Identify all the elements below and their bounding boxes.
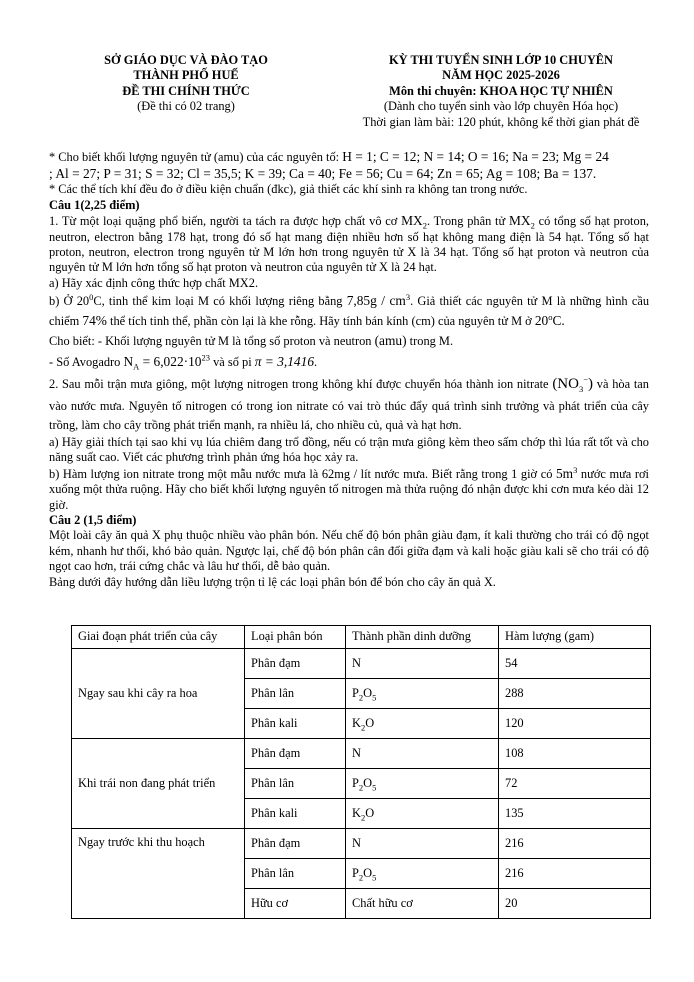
q1-part1 <box>49 213 649 276</box>
text: . Trong phân tử <box>426 213 509 228</box>
subscript: 2 <box>358 692 364 703</box>
header-type: Loại phân bón <box>245 626 346 649</box>
subscript: 2 <box>360 812 366 823</box>
formula: P <box>352 775 359 790</box>
header-amount: Hàm lượng (gam) <box>499 626 651 649</box>
composition-cell <box>346 679 499 709</box>
formula: MX <box>508 212 531 228</box>
composition-cell <box>346 739 499 769</box>
amount-cell: 135 <box>499 799 651 829</box>
text: thể tích tinh thể, phần còn lại là khe rỗng. Hãy tính bán kính (cm) của nguyên tử M ở <box>106 314 535 329</box>
type-cell: Phân lân <box>245 769 346 799</box>
text: và hòa tan vào nước mưa. Nguyên tố nitrogen có trong ion nitrate có vai trò thúc đẩy quá trình sinh trưởng và phát triển của cây trồng, làm cho cây trồng phát triển mạnh, ra nhiều lá, cho nhiều củ, quả và hạt hơn. <box>49 377 649 432</box>
volume: 5m <box>555 465 574 481</box>
fertilizer-table <box>71 625 651 919</box>
exam-title: KỲ THI TUYỂN SINH LỚP 10 CHUYÊN <box>389 53 613 67</box>
percent-value: 74% <box>82 313 107 329</box>
amount-cell: 108 <box>499 739 651 769</box>
pi-value: π = 3,1416 <box>254 354 315 370</box>
formula: P <box>352 685 359 700</box>
q1-given-2 <box>49 351 649 373</box>
text: trong M. <box>406 334 454 349</box>
amount-cell: 20 <box>499 889 651 919</box>
text: - Số Avogadro <box>49 355 124 370</box>
amount-cell: 216 <box>499 829 651 859</box>
question-1-title: Câu 1(2,25 điểm) <box>49 197 140 212</box>
degree: 0 <box>89 291 94 302</box>
page-count-note: (Đề thi có 02 trang) <box>137 99 235 114</box>
type-cell: Phân kali <box>245 799 346 829</box>
type-cell: Phân lân <box>245 859 346 889</box>
q1-part1-a: a) Hãy xác định công thức hợp chất MX2. <box>49 275 259 290</box>
avogadro-formula <box>123 352 210 373</box>
nitrate-formula <box>552 374 594 395</box>
subscript: 5 <box>372 692 377 703</box>
formula: O <box>365 715 375 730</box>
amount-cell: 120 <box>499 709 651 739</box>
type-cell: Phân lân <box>245 679 346 709</box>
q1-part2-b <box>49 466 649 513</box>
type-cell: Phân đạm <box>245 829 346 859</box>
gas-note: * Các thể tích khí đều đo ở điều kiện chuẩn (đkc), giả thiết các khí sinh ra không tan trong nước. <box>49 182 528 197</box>
header-composition: Thành phần dinh dưỡng <box>346 626 499 649</box>
text: b) Hàm lượng ion nitrate trong một mẫu nước mưa là 62mg / lít nước mưa. Biết rằng trong 1 giờ có <box>49 466 556 481</box>
type-cell: Phân đạm <box>245 739 346 769</box>
formula: (NO <box>552 376 579 393</box>
text: C, tinh thể kim loại M có khối lượng riêng bằng <box>93 294 347 309</box>
density-value: 7,85g / cm <box>346 293 406 309</box>
formula: O <box>363 775 373 790</box>
formula: O <box>363 865 373 880</box>
official-label: ĐỀ THI CHÍNH THỨC <box>122 83 250 98</box>
formula: P <box>352 865 359 880</box>
q2-intro: Một loài cây ăn quả X phụ thuộc nhiều vào phân bón. Nếu chế độ bón phân giàu đạm, ít kali thường cho trái có độ ngọt kém, nhanh hư thối, khó bảo quản. Ngược lại, chế độ bón phân cân đối giữa đạm và kali hoặc giàu kali sẽ cho trái có độ ngọt cao hơn, trái cứng chắc và lâu hư thối, dễ bảo quản. <box>49 528 649 574</box>
subscript: 3 <box>578 384 584 395</box>
q1-part2-a: a) Hãy giải thích tại sao khi vụ lúa chiêm đang trổ đồng, nếu có trận mưa giông kèm theo sấm chớp thì lúa rất tốt và cho năng suất cao. Viết các phương trình phản ứng hóa học xảy ra. <box>49 434 649 465</box>
text: có tổng số hạt proton, neutron, electron bằng 178 hạt, trong đó số hạt mang điện nhiều hơn số hạt không mang điện là 54 hạt. Tổng số hạt proton, neutron, electron trong nguyên tử M lớn hơn trong nguyên tử X là 34 hạt. Tổng số hạt proton và neutron của nguyên tử M lớn hơn tổng số hạt proton và neutron của nguyên tử X là 24 hạt. <box>49 213 649 275</box>
degree: o <box>548 312 553 323</box>
table-row <box>72 829 651 859</box>
table-row <box>72 649 651 679</box>
amount-cell: 54 <box>499 649 651 679</box>
type-cell: Phân kali <box>245 709 346 739</box>
time-limit: Thời gian làm bài: 120 phút, không kể thời gian phát đề <box>362 114 640 129</box>
q2-table-caption: Bảng dưới đây hướng dẫn liều lượng trộn tỉ lệ các loại phân bón để bón cho cây ăn quả X. <box>49 574 496 589</box>
text: 2. Sau mỗi trận mưa giông, một lượng nitrogen trong không khí được chuyển hóa thành ion nitrate <box>49 377 553 392</box>
unit: (amu) <box>374 333 407 349</box>
composition-cell <box>346 799 499 829</box>
audience-note: (Dành cho tuyển sinh vào lớp chuyên Hóa học) <box>383 99 619 114</box>
question-2-title: Câu 2 (1,5 điểm) <box>49 513 137 528</box>
table-row <box>72 739 651 769</box>
subscript: 5 <box>372 872 377 883</box>
composition-cell <box>346 709 499 739</box>
note-text: * Cho biết khối lượng nguyên tử (amu) của các nguyên tố: <box>49 150 343 164</box>
atomic-mass-note <box>49 149 649 166</box>
subscript: A <box>133 362 140 373</box>
formula: O <box>365 805 375 820</box>
composition-cell <box>346 829 499 859</box>
table-header-row <box>72 626 651 649</box>
stage-cell: Khi trái non đang phát triển <box>72 739 245 829</box>
mass-list: H = 1; C = 12; N = 14; O = 16; Na = 23; Mg = 24 <box>342 149 609 164</box>
stage-cell: Ngay trước khi thu hoạch <box>72 829 245 919</box>
formula: N <box>352 655 361 670</box>
subscript: 2 <box>358 782 364 793</box>
formula-mx2 <box>401 212 427 231</box>
symbol: N <box>123 354 134 370</box>
amount-cell: 72 <box>499 769 651 799</box>
composition-cell <box>346 859 499 889</box>
text: . Giả thiết các nguyên tử M là những hình cầu chiếm <box>49 294 650 329</box>
subject: Môn thi chuyên: KHOA HỌC TỰ NHIÊN <box>389 83 613 98</box>
text: b) Ở 20 <box>49 294 90 309</box>
header-stage: Giai đoạn phát triển của cây <box>72 626 245 649</box>
exponent: 3 <box>573 464 578 475</box>
type-cell: Hữu cơ <box>245 889 346 919</box>
composition-cell <box>346 769 499 799</box>
subscript: 2 <box>530 220 535 231</box>
amount-cell: 216 <box>499 859 651 889</box>
exponent: 23 <box>201 352 210 363</box>
text: Cho biết: - Khối lượng nguyên tử M là tổng số proton và neutron <box>49 334 375 349</box>
type-cell: Phân đạm <box>245 649 346 679</box>
subscript: 2 <box>358 872 364 883</box>
composition-cell <box>346 889 499 919</box>
paren: ) <box>588 376 594 393</box>
header-right <box>322 53 680 130</box>
formula: N <box>352 745 361 760</box>
text: nước mưa rơi xuống một thửa ruộng. Hãy cho biết khối lượng nguyên tố nitrogen mà thửa ruộng đó nhận được khi cơn mưa kéo dài 12 giờ. <box>49 466 650 512</box>
subscript: 5 <box>372 782 377 793</box>
department-name: SỞ GIÁO DỤC VÀ ĐÀO TẠO <box>104 53 268 67</box>
formula: N <box>352 835 361 850</box>
temperature-unit: C. <box>552 313 565 329</box>
q1-part1-b <box>49 291 649 331</box>
text: 1. Từ một loại quặng phổ biến, người ta tách ra được hợp chất vô cơ <box>49 213 402 228</box>
stage-cell: Ngay sau khi cây ra hoa <box>72 649 245 739</box>
formula: MX <box>401 212 423 228</box>
formula: Chất hữu cơ <box>352 895 413 910</box>
subscript: 2 <box>360 722 366 733</box>
text: và số pi <box>210 355 255 370</box>
exam-body <box>49 149 649 590</box>
temperature: 20 <box>534 313 549 329</box>
text: . <box>314 355 318 370</box>
formula: O <box>363 685 373 700</box>
header-left <box>70 53 302 115</box>
formula: K <box>352 715 361 730</box>
charge: − <box>583 374 589 385</box>
formula-mx2 <box>508 212 535 231</box>
city-name: THÀNH PHỐ HUẾ <box>133 68 239 83</box>
subscript: 2 <box>422 220 427 231</box>
q1-given-1 <box>49 331 649 351</box>
exponent: 3 <box>405 291 411 302</box>
amount-cell: 288 <box>499 679 651 709</box>
mass-list-cont: ; Al = 27; P = 31; S = 32; Cl = 35,5; K = 39; Ca = 40; Fe = 56; Cu = 64; Zn = 65; Ag = 108; Ba = 137. <box>49 165 597 181</box>
school-year: NĂM HỌC 2025-2026 <box>442 68 560 83</box>
value: = 6,022·10 <box>139 354 202 370</box>
atomic-mass-note-cont <box>49 166 649 183</box>
composition-cell <box>346 649 499 679</box>
formula: K <box>352 805 361 820</box>
q1-part2 <box>49 373 649 435</box>
